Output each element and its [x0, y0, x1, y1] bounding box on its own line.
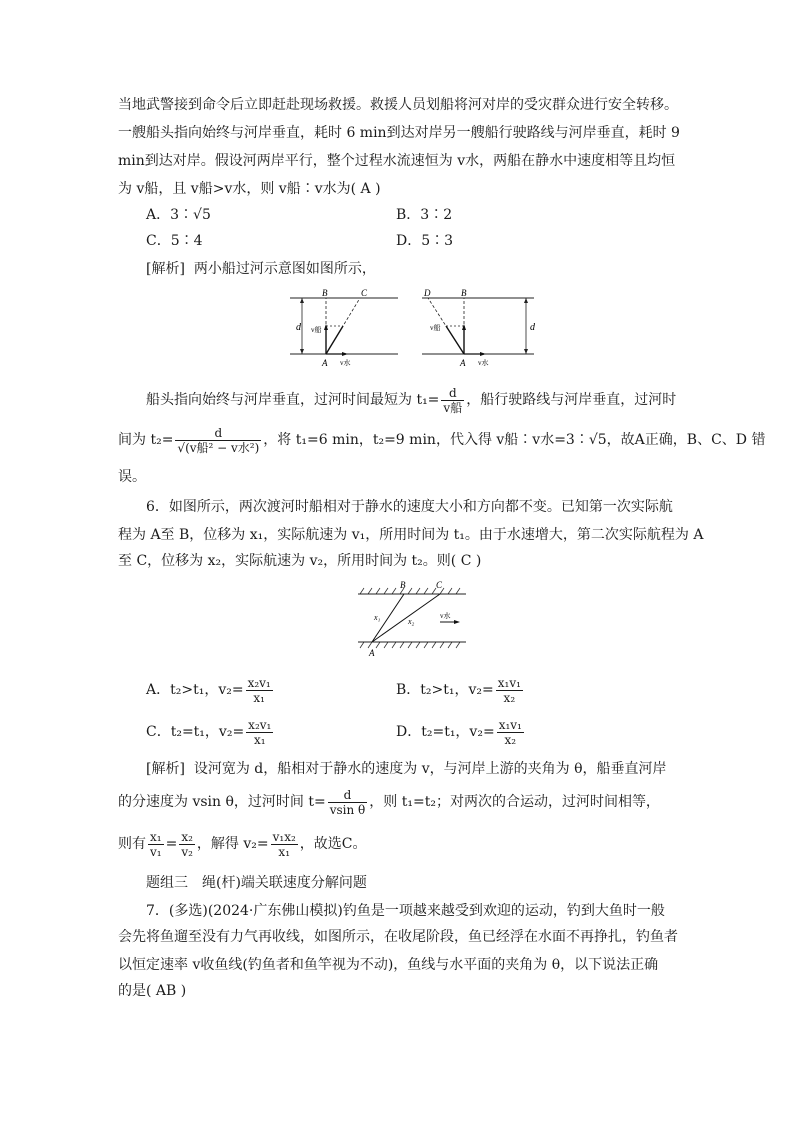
right-b-label: B: [461, 288, 467, 298]
q5-line-2: 一艘船头指向始终与河岸垂直，耗时 6 min到达对岸另一艘船行驶路线与河岸垂直，耗时 9: [118, 125, 680, 141]
fraction: [179, 830, 195, 859]
text: =: [165, 836, 178, 852]
q7-line-1: 7．(多选)(2024·广东佛山模拟)钓鱼是一项越来越受到欢迎的运动，钓到大鱼时一般: [146, 903, 665, 919]
text: ，船行驶路线与河岸垂直，过河时: [466, 392, 677, 408]
fraction: [496, 676, 523, 705]
q5-line-1: 当地武警接到命令后立即赶赴现场救援。救援人员划船将河对岸的受灾群众进行安全转移。: [118, 97, 678, 113]
numerator: x₂v₁: [248, 717, 272, 732]
text: 船头指向始终与河岸垂直，过河时间最短为 t₁=: [146, 392, 440, 408]
fraction-t2: [175, 426, 261, 455]
q6-a-label: A: [369, 648, 375, 658]
analysis-label: [解析]: [146, 761, 185, 777]
numerator: x₂v₁: [247, 675, 271, 690]
q6-analysis-line-3: [118, 828, 680, 860]
text: 则有: [118, 836, 146, 852]
text: 的分速度为 vsin θ，过河时间 t=: [118, 794, 326, 810]
q6-option-d: [396, 716, 526, 748]
fraction: [271, 830, 298, 859]
q5-analysis-line-4: 误。: [118, 469, 146, 485]
left-a-label: A: [322, 358, 328, 368]
q6-line-1: 6．如图所示，两次渡河时船相对于静水的速度大小和方向都不变。已知第一次实际航: [146, 499, 673, 515]
q5-analysis-line-2: [146, 384, 708, 416]
denominator: x₂: [503, 690, 516, 705]
q5-option-d: D．5∶3: [396, 233, 454, 249]
q5-analysis-line-1: [146, 256, 708, 282]
numerator: x₁v₁: [497, 675, 521, 690]
numerator: x₁v₁: [498, 717, 522, 732]
denominator: v₁: [150, 844, 162, 859]
text: ，故选C。: [299, 836, 367, 852]
text: C．t₂=t₁，v₂=: [146, 724, 245, 740]
analysis-text: 两小船过河示意图如图所示，: [193, 261, 376, 277]
analysis-label: [解析]: [146, 261, 185, 277]
q6-analysis-line-1: [146, 756, 708, 782]
right-d-point-label: D: [424, 288, 431, 298]
q6-line-3: 至 C，位移为 x₂，实际航速为 v₂，所用时间为 t₂。则( C ): [118, 553, 482, 569]
fraction: [497, 718, 524, 747]
fraction: [148, 830, 164, 859]
fraction-t: [328, 788, 368, 817]
numerator: x₂: [179, 830, 195, 845]
q6-river-figure: [354, 580, 470, 664]
denominator: x₁: [253, 732, 266, 747]
numerator: v₁x₂: [272, 829, 296, 844]
fraction-t1: [441, 386, 464, 415]
left-d-label: d: [296, 322, 301, 333]
denominator: v₂: [181, 844, 193, 859]
text: ，将 t₁=6 min，t₂=9 min，代入得 v船∶v水=3∶√5，故A正确，B、C、D 错: [263, 432, 766, 448]
group3-heading: 题组三 绳(杆)端关联速度分解问题: [146, 875, 367, 891]
denominator: v船: [443, 400, 463, 415]
fraction: [246, 718, 273, 747]
q7-line-3: 以恒定速率 v收鱼线(钓鱼者和鱼竿视为不动)，鱼线与水平面的夹角为 θ，以下说法正确: [118, 957, 659, 973]
right-diagram: [422, 288, 536, 368]
q5-option-a: A．3∶√5: [146, 207, 211, 223]
q5-crossing-figure: [282, 286, 542, 376]
denominator: √(v船² − v水²): [177, 440, 260, 455]
right-d-label: d: [530, 322, 535, 333]
q7-line-4: 的是( AB ): [118, 983, 187, 999]
q5-line-3: min到达对岸。假设河两岸平行，整个过程水流速恒为 v水，两船在静水中速度相等且均恒: [118, 153, 676, 169]
denominator: vsin θ: [329, 802, 366, 817]
left-b-label: B: [322, 288, 328, 298]
numerator: d: [441, 386, 464, 401]
right-a-label: A: [460, 358, 466, 368]
left-diagram: [290, 288, 398, 368]
q6-option-b: [396, 674, 525, 706]
left-c-label: C: [361, 288, 368, 298]
q5-option-c: C．5∶4: [146, 233, 203, 249]
text: 间为 t₂=: [118, 432, 174, 448]
q6-analysis-line-2: [118, 786, 680, 818]
numerator: d: [328, 788, 368, 803]
left-vboat-label: v船: [311, 326, 322, 334]
right-vboat-label: v船: [430, 324, 441, 332]
fraction: [246, 676, 273, 705]
denominator: x₁: [278, 844, 290, 859]
q5-option-b: B．3∶2: [396, 207, 453, 223]
q6-c-label: C: [436, 580, 443, 590]
q6-vwater-label: v水: [440, 612, 451, 620]
analysis-text: 设河宽为 d，船相对于静水的速度为 v，与河岸上游的夹角为 θ，船垂直河岸: [193, 761, 667, 777]
q5-line-4: 为 v船，且 v船>v水，则 v船∶v水为( A ): [118, 181, 381, 197]
numerator: d: [175, 426, 261, 441]
q6-b-label: B: [400, 580, 406, 590]
denominator: x₁: [253, 690, 265, 705]
text: B．t₂>t₁，v₂=: [396, 682, 494, 698]
q6-line-2: 程为 A至 B，位移为 x₁，实际航速为 v₁，所用时间为 t₁。由于水速增大，第二次实际航程为 A: [118, 527, 704, 543]
q6-x1-label: x₁: [374, 613, 381, 622]
right-vwater-label: v水: [478, 359, 489, 367]
numerator: x₁: [148, 830, 164, 845]
text: ，则 t₁=t₂；对两次的合运动，过河时间相等，: [369, 794, 660, 810]
q6-x2-label: x₂: [408, 617, 415, 626]
text: A．t₂>t₁，v₂=: [146, 682, 244, 698]
q7-line-2: 会先将鱼遛至没有力气再收线，如图所示，在收尾阶段，鱼已经浮在水面不再挣扎，钓鱼者: [118, 929, 678, 945]
left-vwater-label: v水: [340, 359, 351, 367]
text: ，解得 v₂=: [196, 836, 269, 852]
q5-analysis-line-3: [118, 424, 766, 456]
denominator: x₂: [504, 732, 517, 747]
text: D．t₂=t₁，v₂=: [396, 724, 495, 740]
